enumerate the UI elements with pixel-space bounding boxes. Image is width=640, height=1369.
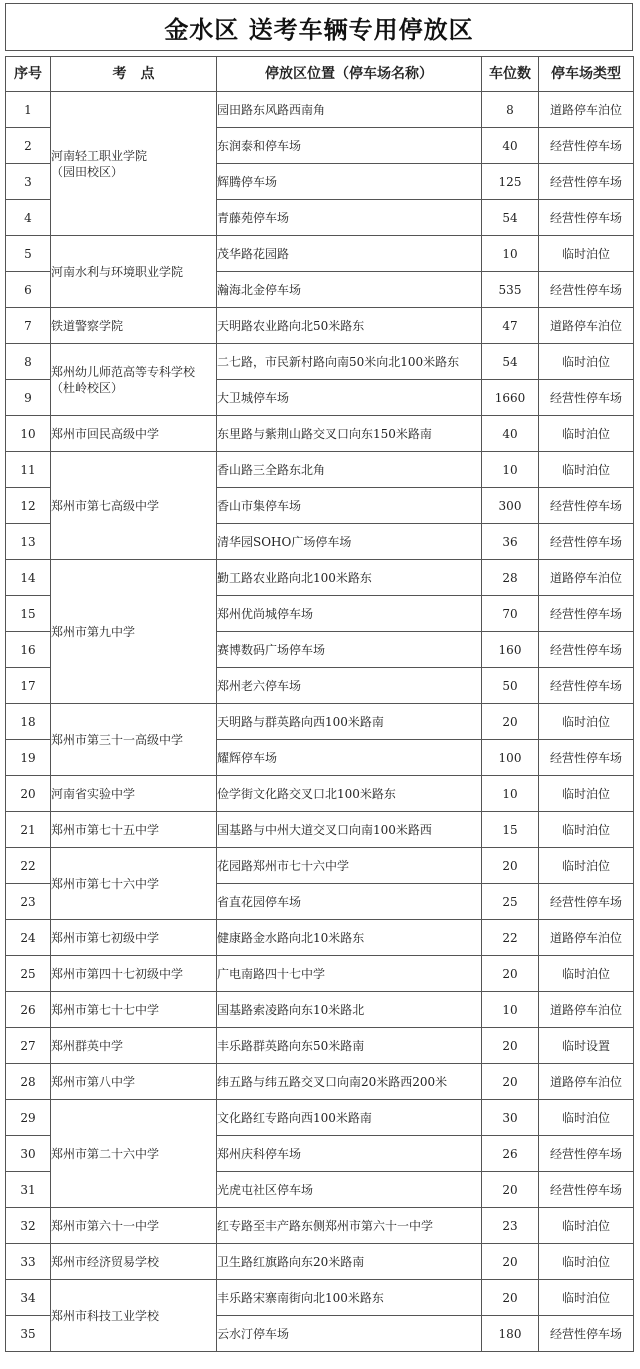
parking-location: 勤工路农业路向北100米路东 <box>217 560 482 596</box>
exam-site-name: 郑州幼儿师范高等专科学校 （杜岭校区） <box>51 364 196 395</box>
header-type: 停车场类型 <box>539 57 634 92</box>
parking-spaces: 23 <box>482 1208 539 1244</box>
parking-location: 文化路红专路向西100米路南 <box>217 1100 482 1136</box>
parking-spaces: 15 <box>482 812 539 848</box>
exam-site-cell <box>51 848 217 920</box>
parking-spaces: 20 <box>482 704 539 740</box>
table-row <box>6 560 634 596</box>
exam-site-name: 铁道警察学院 <box>51 318 124 333</box>
parking-location: 纬五路与纬五路交叉口向南20米路西200米 <box>217 1064 482 1100</box>
exam-site-cell <box>51 776 217 812</box>
row-index: 22 <box>6 848 51 884</box>
header-location: 停放区位置（停车场名称） <box>217 57 482 92</box>
table-row <box>6 1028 634 1064</box>
exam-site-name: 郑州市第七十五中学 <box>51 822 160 837</box>
table-row <box>6 92 634 128</box>
row-index: 21 <box>6 812 51 848</box>
exam-site-name: 河南省实验中学 <box>51 786 136 801</box>
parking-type: 经营性停车场 <box>539 632 634 668</box>
table-row <box>6 1208 634 1244</box>
parking-spaces: 28 <box>482 560 539 596</box>
parking-spaces: 300 <box>482 488 539 524</box>
table-row <box>6 956 634 992</box>
parking-spaces: 40 <box>482 416 539 452</box>
row-index: 3 <box>6 164 51 200</box>
table-row <box>6 812 634 848</box>
parking-location: 茂华路花园路 <box>217 236 482 272</box>
parking-type: 经营性停车场 <box>539 1136 634 1172</box>
parking-spaces: 1660 <box>482 380 539 416</box>
parking-spaces: 47 <box>482 308 539 344</box>
parking-spaces: 10 <box>482 992 539 1028</box>
parking-spaces: 10 <box>482 776 539 812</box>
table-header-row <box>6 57 634 92</box>
parking-location: 天明路农业路向北50米路东 <box>217 308 482 344</box>
parking-type: 经营性停车场 <box>539 164 634 200</box>
parking-location: 花园路郑州市七十六中学 <box>217 848 482 884</box>
table-row <box>6 992 634 1028</box>
row-index: 8 <box>6 344 51 380</box>
parking-location: 青藤苑停车场 <box>217 200 482 236</box>
parking-type: 经营性停车场 <box>539 524 634 560</box>
parking-location: 国基路索凌路向东10米路北 <box>217 992 482 1028</box>
exam-site-cell <box>51 344 217 416</box>
parking-type: 临时泊位 <box>539 1208 634 1244</box>
parking-location: 园田路东风路西南角 <box>217 92 482 128</box>
parking-spaces: 20 <box>482 1172 539 1208</box>
header-exam-site: 考 点 <box>51 57 217 92</box>
exam-site-name: 郑州市第九中学 <box>51 624 136 639</box>
table-row <box>6 1100 634 1136</box>
parking-location: 瀚海北金停车场 <box>217 272 482 308</box>
exam-site-name: 河南水利与环境职业学院 <box>51 264 184 279</box>
table-row <box>6 344 634 380</box>
header-index: 序号 <box>6 57 51 92</box>
parking-location: 红专路至丰产路东侧郑州市第六十一中学 <box>217 1208 482 1244</box>
row-index: 18 <box>6 704 51 740</box>
parking-location: 大卫城停车场 <box>217 380 482 416</box>
exam-site-name: 郑州市第六十一中学 <box>51 1218 160 1233</box>
row-index: 35 <box>6 1316 51 1352</box>
row-index: 2 <box>6 128 51 164</box>
parking-type: 经营性停车场 <box>539 488 634 524</box>
table-row <box>6 704 634 740</box>
parking-type: 经营性停车场 <box>539 884 634 920</box>
table-row <box>6 776 634 812</box>
parking-location: 东润泰和停车场 <box>217 128 482 164</box>
parking-table <box>5 56 634 1352</box>
parking-location: 香山市集停车场 <box>217 488 482 524</box>
table-row <box>6 236 634 272</box>
parking-type: 临时泊位 <box>539 704 634 740</box>
table-row <box>6 416 634 452</box>
parking-type: 经营性停车场 <box>539 380 634 416</box>
parking-location: 广电南路四十七中学 <box>217 956 482 992</box>
parking-type: 临时泊位 <box>539 416 634 452</box>
parking-type: 道路停车泊位 <box>539 92 634 128</box>
exam-site-cell <box>51 236 217 308</box>
exam-site-name: 郑州市第七初级中学 <box>51 930 160 945</box>
parking-spaces: 20 <box>482 1064 539 1100</box>
row-index: 31 <box>6 1172 51 1208</box>
parking-type: 临时泊位 <box>539 956 634 992</box>
parking-spaces: 125 <box>482 164 539 200</box>
parking-type: 经营性停车场 <box>539 200 634 236</box>
table-row <box>6 1064 634 1100</box>
row-index: 11 <box>6 452 51 488</box>
parking-location: 国基路与中州大道交叉口向南100米路西 <box>217 812 482 848</box>
parking-type: 临时泊位 <box>539 344 634 380</box>
parking-spaces: 36 <box>482 524 539 560</box>
parking-location: 健康路金水路向北10米路东 <box>217 920 482 956</box>
parking-location: 丰乐路宋寨南街向北100米路东 <box>217 1280 482 1316</box>
table-body <box>6 92 634 1352</box>
exam-site-cell <box>51 992 217 1028</box>
parking-spaces: 20 <box>482 1280 539 1316</box>
parking-type: 临时泊位 <box>539 452 634 488</box>
exam-site-cell <box>51 1064 217 1100</box>
parking-type: 道路停车泊位 <box>539 308 634 344</box>
parking-type: 经营性停车场 <box>539 272 634 308</box>
parking-type: 临时泊位 <box>539 1280 634 1316</box>
parking-location: 香山路三全路东北角 <box>217 452 482 488</box>
parking-type: 道路停车泊位 <box>539 560 634 596</box>
parking-location: 东里路与紫荆山路交叉口向东150米路南 <box>217 416 482 452</box>
parking-type: 临时泊位 <box>539 812 634 848</box>
parking-spaces: 535 <box>482 272 539 308</box>
row-index: 34 <box>6 1280 51 1316</box>
parking-spaces: 22 <box>482 920 539 956</box>
row-index: 15 <box>6 596 51 632</box>
parking-location: 省直花园停车场 <box>217 884 482 920</box>
row-index: 20 <box>6 776 51 812</box>
parking-type: 临时泊位 <box>539 1100 634 1136</box>
parking-type: 道路停车泊位 <box>539 1064 634 1100</box>
parking-spaces: 20 <box>482 1244 539 1280</box>
parking-type: 经营性停车场 <box>539 596 634 632</box>
parking-type: 临时泊位 <box>539 1244 634 1280</box>
row-index: 10 <box>6 416 51 452</box>
exam-site-name: 郑州市第七十六中学 <box>51 876 160 891</box>
row-index: 33 <box>6 1244 51 1280</box>
parking-location: 丰乐路群英路向东50米路南 <box>217 1028 482 1064</box>
exam-site-cell <box>51 1100 217 1208</box>
row-index: 6 <box>6 272 51 308</box>
parking-spaces: 70 <box>482 596 539 632</box>
table-row <box>6 308 634 344</box>
exam-site-name: 郑州市回民高级中学 <box>51 426 160 441</box>
row-index: 27 <box>6 1028 51 1064</box>
parking-location: 耀辉停车场 <box>217 740 482 776</box>
exam-site-cell <box>51 1244 217 1280</box>
table-row <box>6 848 634 884</box>
exam-site-name: 郑州市第七高级中学 <box>51 498 160 513</box>
row-index: 24 <box>6 920 51 956</box>
table-row <box>6 1244 634 1280</box>
row-index: 12 <box>6 488 51 524</box>
parking-spaces: 20 <box>482 848 539 884</box>
exam-site-name: 郑州市第三十一高级中学 <box>51 732 184 747</box>
parking-spaces: 160 <box>482 632 539 668</box>
table-row <box>6 920 634 956</box>
row-index: 23 <box>6 884 51 920</box>
exam-site-cell <box>51 920 217 956</box>
parking-location: 郑州优尚城停车场 <box>217 596 482 632</box>
parking-type: 经营性停车场 <box>539 1172 634 1208</box>
parking-spaces: 26 <box>482 1136 539 1172</box>
parking-spaces: 50 <box>482 668 539 704</box>
exam-site-cell <box>51 1208 217 1244</box>
row-index: 9 <box>6 380 51 416</box>
row-index: 1 <box>6 92 51 128</box>
exam-site-cell <box>51 1280 217 1352</box>
parking-type: 经营性停车场 <box>539 128 634 164</box>
parking-type: 临时泊位 <box>539 776 634 812</box>
parking-type: 临时设置 <box>539 1028 634 1064</box>
parking-spaces: 100 <box>482 740 539 776</box>
row-index: 28 <box>6 1064 51 1100</box>
parking-spaces: 20 <box>482 1028 539 1064</box>
parking-type: 临时泊位 <box>539 236 634 272</box>
parking-type: 道路停车泊位 <box>539 992 634 1028</box>
parking-location: 郑州老六停车场 <box>217 668 482 704</box>
parking-location: 俭学街文化路交叉口北100米路东 <box>217 776 482 812</box>
row-index: 14 <box>6 560 51 596</box>
parking-spaces: 40 <box>482 128 539 164</box>
table-row <box>6 1280 634 1316</box>
row-index: 13 <box>6 524 51 560</box>
exam-site-cell <box>51 416 217 452</box>
exam-site-name: 河南轻工职业学院 （园田校区） <box>51 148 148 179</box>
exam-site-cell <box>51 1028 217 1064</box>
row-index: 5 <box>6 236 51 272</box>
exam-site-name: 郑州市第四十七初级中学 <box>51 966 184 981</box>
parking-spaces: 10 <box>482 236 539 272</box>
parking-spaces: 54 <box>482 200 539 236</box>
exam-site-cell <box>51 308 217 344</box>
header-spaces: 车位数 <box>482 57 539 92</box>
parking-type: 临时泊位 <box>539 848 634 884</box>
table-row <box>6 452 634 488</box>
parking-location: 云水汀停车场 <box>217 1316 482 1352</box>
parking-type: 道路停车泊位 <box>539 920 634 956</box>
row-index: 26 <box>6 992 51 1028</box>
row-index: 30 <box>6 1136 51 1172</box>
exam-site-name: 郑州市第七十七中学 <box>51 1002 160 1017</box>
row-index: 17 <box>6 668 51 704</box>
exam-site-name: 郑州市经济贸易学校 <box>51 1254 160 1269</box>
exam-site-name: 郑州市第八中学 <box>51 1074 136 1089</box>
parking-spaces: 20 <box>482 956 539 992</box>
row-index: 7 <box>6 308 51 344</box>
row-index: 19 <box>6 740 51 776</box>
parking-spaces: 54 <box>482 344 539 380</box>
exam-site-cell <box>51 452 217 560</box>
parking-spaces: 180 <box>482 1316 539 1352</box>
parking-type: 经营性停车场 <box>539 668 634 704</box>
parking-spaces: 30 <box>482 1100 539 1136</box>
parking-location: 光虎屯社区停车场 <box>217 1172 482 1208</box>
parking-type: 经营性停车场 <box>539 1316 634 1352</box>
exam-site-name: 郑州群英中学 <box>51 1038 124 1053</box>
exam-site-cell <box>51 956 217 992</box>
document-title: 金水区 送考车辆专用停放区 <box>5 3 633 51</box>
parking-location: 卫生路红旗路向东20米路南 <box>217 1244 482 1280</box>
parking-location: 赛博数码广场停车场 <box>217 632 482 668</box>
row-index: 29 <box>6 1100 51 1136</box>
parking-location: 清华园SOHO广场停车场 <box>217 524 482 560</box>
exam-site-cell <box>51 704 217 776</box>
exam-site-name: 郑州市科技工业学校 <box>51 1308 160 1323</box>
parking-type: 经营性停车场 <box>539 740 634 776</box>
parking-location: 辉腾停车场 <box>217 164 482 200</box>
parking-spaces: 25 <box>482 884 539 920</box>
row-index: 4 <box>6 200 51 236</box>
exam-site-name: 郑州市第二十六中学 <box>51 1146 160 1161</box>
parking-location: 二七路，市民新村路向南50米向北100米路东 <box>217 344 482 380</box>
parking-location: 天明路与群英路向西100米路南 <box>217 704 482 740</box>
row-index: 32 <box>6 1208 51 1244</box>
exam-site-cell <box>51 812 217 848</box>
exam-site-cell <box>51 92 217 236</box>
parking-location: 郑州庆科停车场 <box>217 1136 482 1172</box>
row-index: 16 <box>6 632 51 668</box>
exam-site-cell <box>51 560 217 704</box>
parking-spaces: 8 <box>482 92 539 128</box>
parking-spaces: 10 <box>482 452 539 488</box>
row-index: 25 <box>6 956 51 992</box>
